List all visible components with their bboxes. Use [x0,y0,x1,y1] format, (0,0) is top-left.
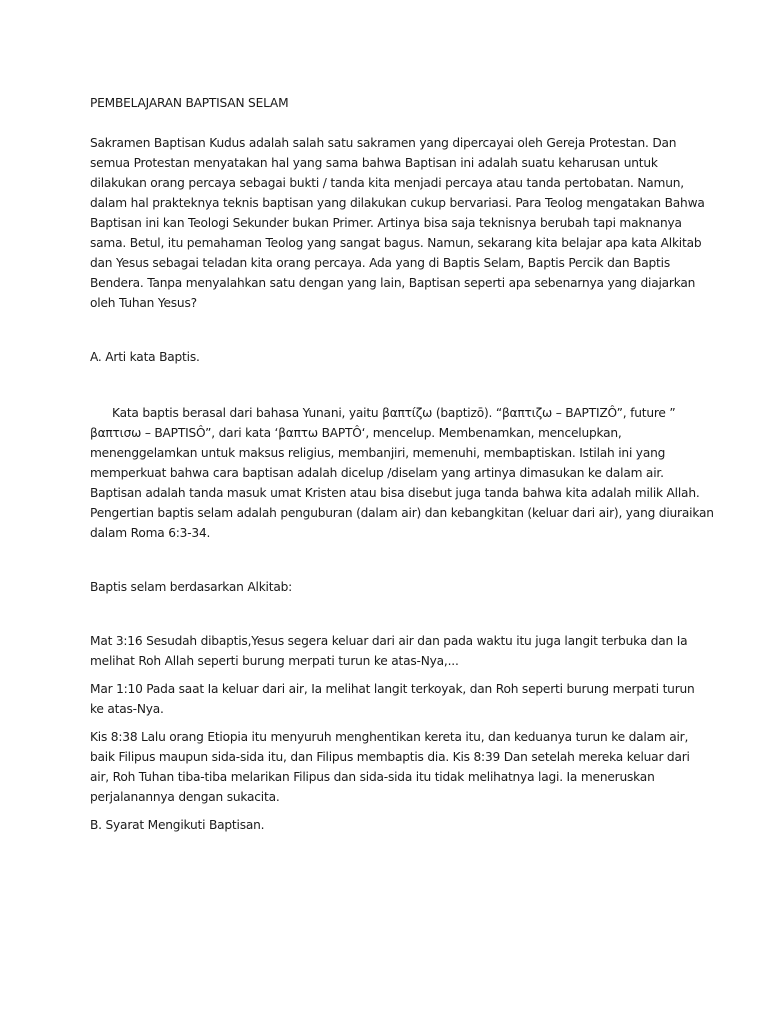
section-a-paragraph [90,403,714,543]
intro-line: Bendera. Tanpa menyalahkan satu dengan yang lain, Baptisan seperti apa sebenarnya yang diajarkan [90,276,696,290]
intro-line: dalam hal prakteknya teknis baptisan yang dilakukan cukup bervariasi. Para Teolog mengatakan Bahwa [90,196,705,210]
verse-block [90,631,688,671]
section-a-line: memperkuat bahwa cara baptisan adalah dicelup /diselam yang artinya dimasukan ke dalam air. [90,466,664,480]
spacer [90,367,678,403]
spacer [90,597,678,631]
document-page [90,93,714,835]
baptis-heading: Baptis selam berdasarkan Alkitab: [90,580,293,594]
verse-block [90,727,690,807]
section-a-line: Kata baptis berasal dari bahasa Yunani, yaitu βαπτίζω (baptizō). “βαπτιζω – BAPTIZÔ”, future ” [112,406,676,420]
section-a-line: menenggelamkan untuk maksus religius, membanjiri, memenuhi, membaptiskan. Istilah ini yang [90,446,666,460]
section-b-heading: B. Syarat Mengikuti Baptisan. [90,818,265,832]
section-a-line: Pengertian baptis selam adalah penguburan (dalam air) dan kebangkitan (keluar dari air), yang diuraikan [90,506,714,520]
verse-line: ke atas-Nya. [90,702,164,716]
intro-line: dan Yesus sebagai teladan kita orang percaya. Ada yang di Baptis Selam, Baptis Percik dan Baptis [90,256,670,270]
intro-paragraph [90,133,705,313]
spacer [90,543,678,577]
verse-line: air, Roh Tuhan tiba-tiba melarikan Filipus dan sida-sida itu tidak melihatnya lagi. Ia meneruskan [90,770,655,784]
document-title: PEMBELAJARAN BAPTISAN SELAM [90,96,289,110]
intro-line: Sakramen Baptisan Kudus adalah salah satu sakramen yang dipercayai oleh Gereja Protestan. Dan [90,136,677,150]
section-a-line: βαπτισω – BAPTISÔ”, dari kata ‘βαπτω BAPTÔ‘, mencelup. Membenamkan, mencelupkan, [90,426,622,440]
verse-line: perjalanannya dengan sukacita. [90,790,280,804]
intro-line: Baptisan ini kan Teologi Sekunder bukan Primer. Artinya bisa saja teknisnya berubah tapi maknanya [90,216,682,230]
intro-line: dilakukan orang percaya sebagai bukti / tanda kita menjadi percaya atau tanda pertobatan. Namun, [90,176,684,190]
verse-block [90,679,695,719]
section-a-line: Baptisan adalah tanda masuk umat Kristen atau bisa disebut juga tanda bahwa kita adalah milik Allah. [90,486,700,500]
spacer [90,807,678,815]
intro-line: sama. Betul, itu pemahaman Teolog yang sangat bagus. Namun, sekarang kita belajar apa kata Alkitab [90,236,702,250]
section-a-heading: A. Arti kata Baptis. [90,350,200,364]
spacer [90,313,678,347]
intro-line: semua Protestan menyatakan hal yang sama bahwa Baptisan ini adalah suatu keharusan untuk [90,156,658,170]
verse-line: baik Filipus maupun sida-sida itu, dan Filipus membaptis dia. Kis 8:39 Dan setelah mereka keluar dari [90,750,690,764]
verse-line: Kis 8:38 Lalu orang Etiopia itu menyuruh menghentikan kereta itu, dan keduanya turun ke dalam air, [90,730,689,744]
intro-line: oleh Tuhan Yesus? [90,296,197,310]
spacer [90,671,678,679]
spacer [90,719,678,727]
verse-line: melihat Roh Allah seperti burung merpati turun ke atas-Nya,... [90,654,459,668]
spacer [90,113,678,133]
verse-line: Mar 1:10 Pada saat Ia keluar dari air, Ia melihat langit terkoyak, dan Roh seperti burung merpati turun [90,682,695,696]
verse-line: Mat 3:16 Sesudah dibaptis,Yesus segera keluar dari air dan pada waktu itu juga langit terbuka dan Ia [90,634,688,648]
section-a-line: dalam Roma 6:3-34. [90,526,211,540]
